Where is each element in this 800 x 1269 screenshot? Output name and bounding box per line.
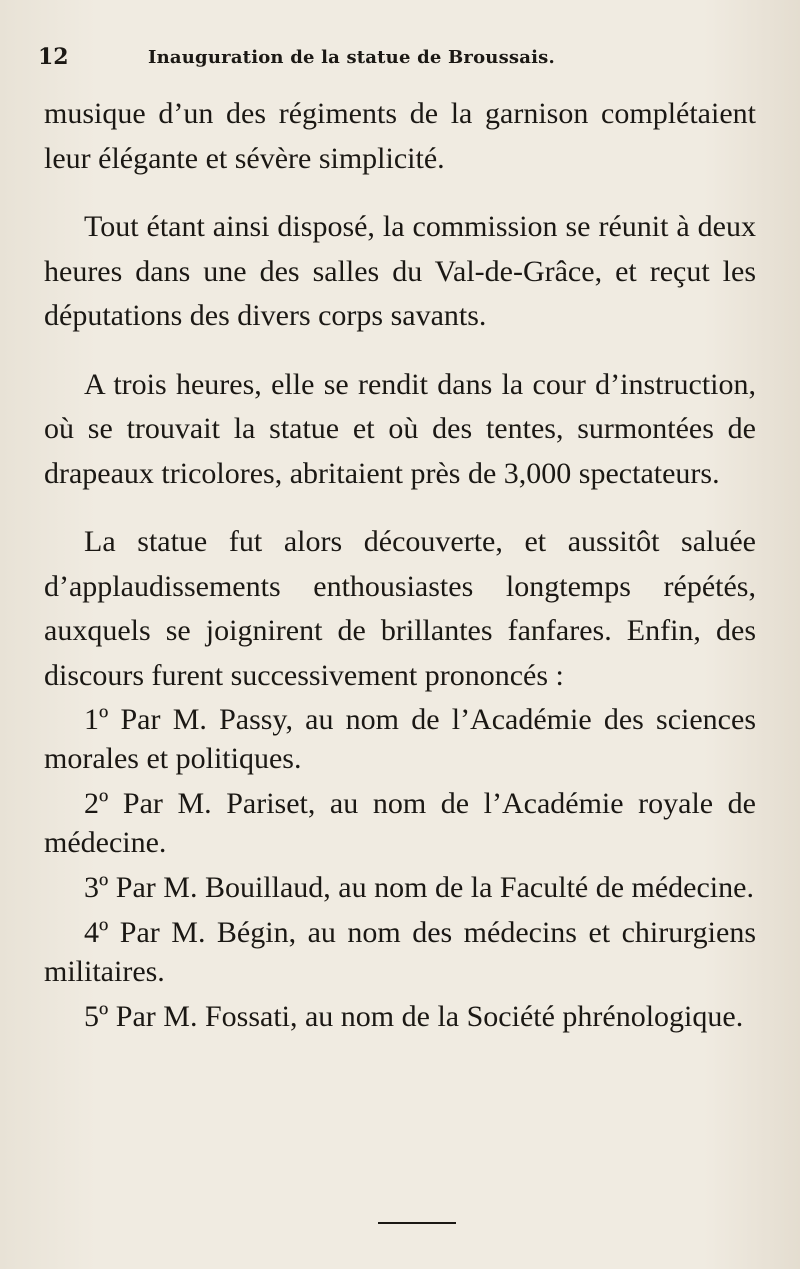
page-number: 12	[38, 44, 69, 70]
page-header	[38, 44, 768, 74]
paragraph-2: Tout étant ainsi disposé, la commission se réunit à deux heures dans une des salles du Val-de-Grâce, et reçut les députations des divers corps savants.	[44, 210, 756, 332]
paragraph-4: La statue fut alors découverte, et aussitôt saluée d’applaudissements enthousiastes longtemps répétés, auxquels se joignirent de brillantes fanfares. Enfin, des discours furent successivement prononcés :	[44, 525, 756, 692]
list-item-2: 2º Par M. Pariset, au nom de l’Académie royale de médecine.	[44, 787, 756, 859]
list-item-5: 5º Par M. Fossati, au nom de la Société phrénologique.	[84, 1000, 744, 1033]
list-item-3: 3º Par M. Bouillaud, au nom de la Faculté de médecine.	[84, 871, 754, 904]
end-rule	[378, 1222, 456, 1224]
speeches-list	[44, 700, 756, 1036]
paragraph-3: A trois heures, elle se rendit dans la cour d’instruction, où se trouvait la statue et où des tentes, surmontées de drapeaux tricolores, abritaient près de 3,000 spectateurs.	[44, 367, 756, 490]
list-item-4: 4º Par M. Bégin, au nom des médecins et chirurgiens militaires.	[44, 916, 756, 988]
body-text	[44, 92, 756, 1042]
list-item-1: 1º Par M. Passy, au nom de l’Académie des sciences morales et politiques.	[44, 703, 756, 775]
paragraph-1: musique d’un des régiments de la garnison complétaient leur élégante et sévère simplicité.	[44, 97, 756, 175]
running-head: Inauguration de la statue de Broussais.	[148, 47, 555, 68]
